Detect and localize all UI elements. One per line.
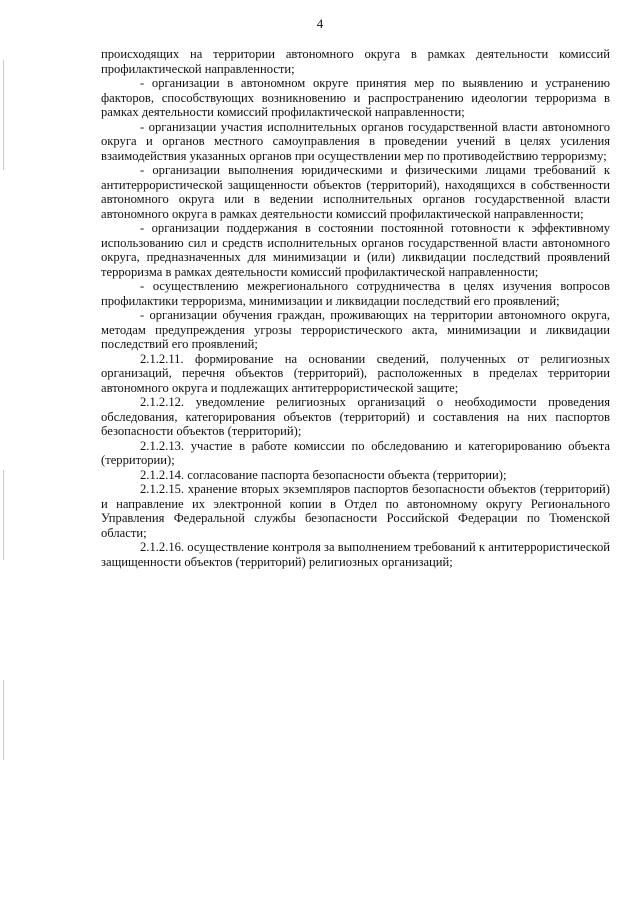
- clause-paragraph: 2.1.2.12. уведомление религиозных организаций о необходимости проведения обследования, категорирования объектов (территорий) и составления на них паспортов безопасности объектов (территорий);: [101, 395, 610, 438]
- clause-paragraph: 2.1.2.15. хранение вторых экземпляров паспортов безопасности объектов (территорий) и направление их электронной копии в Отдел по автономному округу Регионального Управления Федеральной службы безопасности Российской Федерации по Тюменской области;: [101, 482, 610, 540]
- document-body: [101, 47, 610, 569]
- page-number: 4: [316, 16, 324, 31]
- paragraph: - организации в автономном округе принятия мер по выявлению и устранению факторов, способствующих возникновению и распространению идеологии терроризма в рамках деятельности комиссий профилактической направленности;: [101, 76, 610, 119]
- paragraph: - организации обучения граждан, проживающих на территории автономного округа, методам предупреждения угрозы террористического акта, минимизации и ликвидации последствий его проявлений;: [101, 308, 610, 351]
- paragraph: - осуществлению межрегионального сотрудничества в целях изучения вопросов профилактики терроризма, минимизации и ликвидации последствий его проявлений;: [101, 279, 610, 308]
- clause-paragraph: 2.1.2.11. формирование на основании сведений, полученных от религиозных организаций, перечня объектов (территорий), расположенных в пределах территории автономного округа и подлежащих антитеррористической защите;: [101, 351, 610, 395]
- paragraph: происходящих на территории автономного округа в рамках деятельности комиссий профилактической направленности;: [101, 47, 610, 76]
- paragraph: - организации участия исполнительных органов государственной власти автономного округа и органов местного самоуправления в проведении учений в целях усиления взаимодействия указанных органов при осуществлении мер по противодействию терроризму;: [101, 119, 610, 163]
- clause-paragraph: 2.1.2.14. согласование паспорта безопасности объекта (территории);: [140, 467, 507, 482]
- scan-edge-mark: [3, 470, 4, 560]
- clause-paragraph: 2.1.2.13. участие в работе комиссии по обследованию и категорированию объекта (территории);: [101, 438, 610, 467]
- scan-edge-mark: [3, 680, 4, 760]
- scan-edge-mark: [3, 60, 4, 170]
- clause-paragraph: 2.1.2.16. осуществление контроля за выполнением требований к антитеррористической защищенности объектов (территорий) религиозных организаций;: [101, 540, 610, 569]
- paragraph: - организации выполнения юридическими и физическими лицами требований к антитеррористической защищенности объектов (территорий), находящихся в собственности автономного округа или в ведении исполнительных органов государственной власти автономного округа в рамках деятельности комиссий профилактической направленности;: [101, 163, 610, 221]
- paragraph: - организации поддержания в состоянии постоянной готовности к эффективному использованию сил и средств исполнительных органов государственной власти автономного округа, предназначенных для минимизации и (или) ликвидации последствий проявлений терроризма в рамках деятельности комиссий профилактической направленности;: [101, 221, 610, 279]
